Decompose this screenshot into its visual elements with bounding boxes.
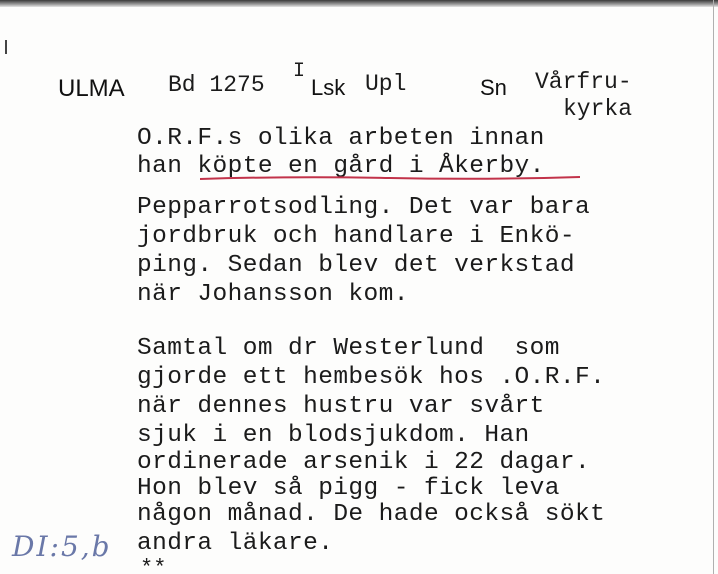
paragraph2-line-8: andra läkare. bbox=[137, 530, 334, 557]
paragraph2-line-3: när dennes hustru var svårt bbox=[137, 393, 545, 420]
paragraph2-line-4: sjuk i en blodsjukdom. Han bbox=[137, 422, 530, 449]
subject-line-2: han köpte en gård i Åkerby. bbox=[137, 153, 545, 180]
paragraph1-line-2: jordbruk och handlare i Enkö- bbox=[137, 223, 575, 250]
header-lsk: Lsk bbox=[311, 75, 346, 100]
header-parish-line2: kyrka bbox=[563, 96, 633, 122]
paragraph2-line-5: ordinerade arsenik i 22 dagar. bbox=[137, 449, 591, 476]
handwritten-note: DI:5,b bbox=[12, 530, 112, 563]
paragraph2-line-7: någon månad. De hade också sökt bbox=[137, 501, 606, 528]
subject-line-1: O.R.F.s olika arbeten innan bbox=[137, 125, 545, 152]
paragraph2-line-2: gjorde ett hembesök hos .O.R.F. bbox=[137, 364, 606, 391]
paragraph1-line-4: när Johansson kom. bbox=[137, 281, 409, 308]
header-superscript: I bbox=[293, 60, 306, 83]
card-top-edge bbox=[0, 0, 718, 7]
card-right-edge bbox=[713, 0, 714, 574]
card-left-mark bbox=[5, 40, 7, 54]
header-code: Bd 1275 bbox=[168, 72, 265, 98]
paragraph2-line-1: Samtal om dr Westerlund som bbox=[137, 335, 560, 362]
paragraph1-line-1: Pepparrotsodling. Det var bara bbox=[137, 194, 591, 221]
paragraph1-line-3: ping. Sedan blev det verkstad bbox=[137, 252, 575, 279]
paragraph2-line-6: Hon blev så pigg - fick leva bbox=[137, 475, 560, 502]
header-sn: Sn bbox=[480, 75, 507, 100]
header-province: Upl bbox=[365, 71, 407, 97]
subject-underline bbox=[200, 175, 580, 183]
footer-asterisks: ** bbox=[140, 556, 167, 574]
header-parish-line1: Vårfru- bbox=[535, 69, 632, 95]
header-name: ULMA bbox=[58, 75, 125, 102]
